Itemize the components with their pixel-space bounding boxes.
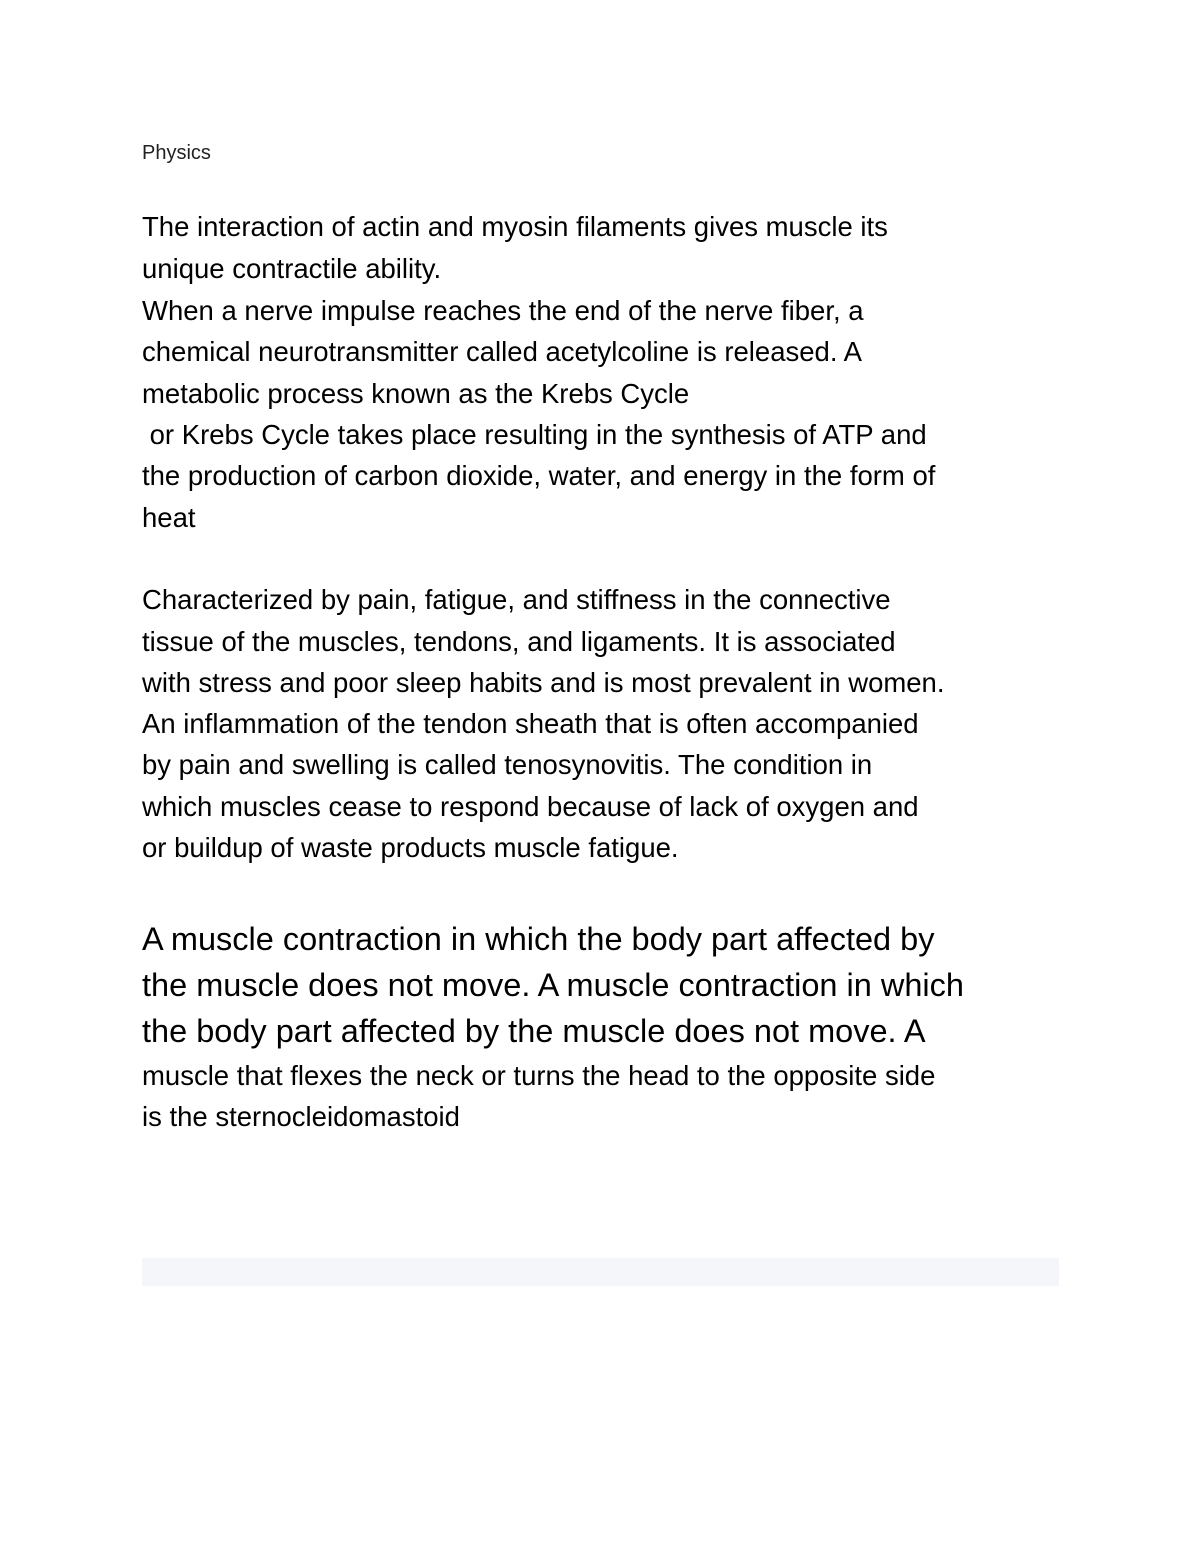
paragraph-2-line: with stress and poor sleep habits and is most prevalent in women. — [142, 667, 945, 698]
document-title: Physics — [142, 142, 211, 164]
paragraph-2-line: by pain and swelling is called tenosynovitis. The condition in — [142, 749, 873, 780]
shaded-divider-bar — [142, 1258, 1059, 1286]
paragraph-1-line: When a nerve impulse reaches the end of the nerve fiber, a — [142, 295, 864, 326]
paragraph-1-line: the production of carbon dioxide, water, and energy in the form of — [142, 460, 936, 491]
paragraph-2-line: Characterized by pain, fatigue, and stiffness in the connective — [142, 584, 891, 615]
paragraph-1-line: chemical neurotransmitter called acetylcoline is released. A — [142, 336, 862, 367]
paragraph-3-line: A muscle contraction in which the body part affected by — [142, 921, 935, 957]
paragraph-2-line: An inflammation of the tendon sheath that is often accompanied — [142, 708, 919, 739]
paragraph-3-line: the muscle does not move. A muscle contraction in which — [142, 967, 964, 1003]
paragraph-1-line: heat — [142, 502, 196, 533]
paragraph-2-line: or buildup of waste products muscle fatigue. — [142, 832, 679, 863]
paragraph-3-line: the body part affected by the muscle does not move. A — [142, 1013, 926, 1049]
paragraph-1-line: or Krebs Cycle takes place resulting in the synthesis of ATP and — [142, 419, 927, 450]
paragraph-1-line: unique contractile ability. — [142, 253, 442, 284]
paragraph-3-line: is the sternocleidomastoid — [142, 1101, 460, 1132]
paragraph-1-line: metabolic process known as the Krebs Cycle — [142, 378, 690, 409]
paragraph-2-line: which muscles cease to respond because of lack of oxygen and — [142, 791, 919, 822]
paragraph-1-line: The interaction of actin and myosin filaments gives muscle its — [142, 211, 888, 242]
paragraph-2-line: tissue of the muscles, tendons, and ligaments. It is associated — [142, 626, 896, 657]
paragraph-3-line: muscle that flexes the neck or turns the head to the opposite side — [142, 1060, 936, 1091]
